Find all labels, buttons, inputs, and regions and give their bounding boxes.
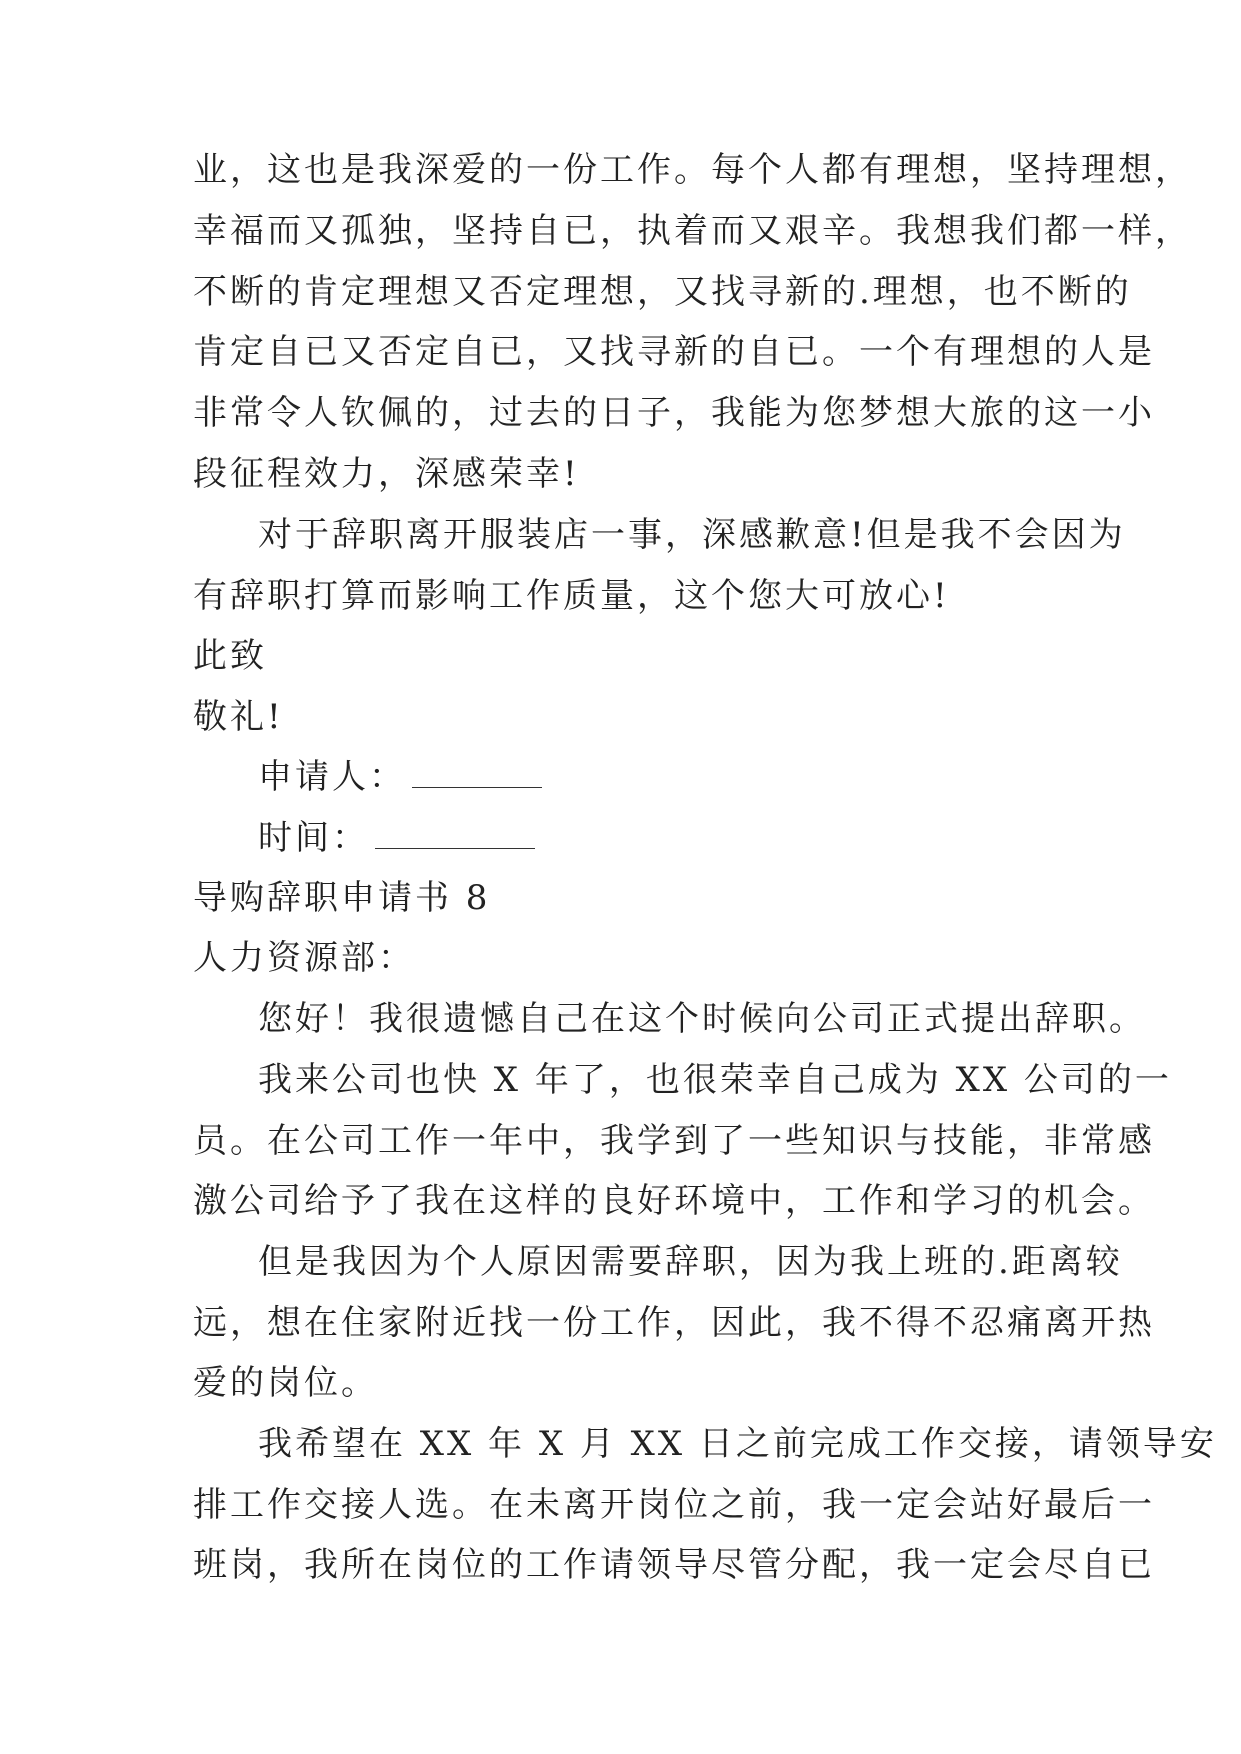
date-label: 时间： xyxy=(258,818,369,858)
paragraph-line: 但是我因为个人原因需要辞职，因为我上班的.距离较 xyxy=(258,1242,1123,1282)
paragraph-line: 非常令人钦佩的，过去的日子，我能为您梦想大旅的这一小 xyxy=(193,393,1155,433)
paragraph-line: 您好！我很遗憾自己在这个时候向公司正式提出辞职。 xyxy=(258,999,1146,1039)
paragraph-line: 激公司给予了我在这样的良好环境中，工作和学习的机会。 xyxy=(193,1181,1155,1221)
paragraph-line: 排工作交接人选。在未离开岗位之前，我一定会站好最后一 xyxy=(193,1485,1155,1525)
applicant-blank-line xyxy=(412,757,542,788)
paragraph-line: 肯定自已又否定自已，又找寻新的自已。一个有理想的人是 xyxy=(193,332,1155,372)
closing-regards: 敬礼! xyxy=(193,697,284,737)
paragraph-line: 对于辞职离开服装店一事，深感歉意!但是我不会因为 xyxy=(258,515,1126,555)
paragraph-line: 班岗，我所在岗位的工作请领导尽管分配，我一定会尽自已 xyxy=(193,1545,1155,1585)
date-blank-line xyxy=(375,818,535,849)
date-field xyxy=(258,818,535,858)
paragraph-line: 不断的肯定理想又否定理想，又找寻新的.理想，也不断的 xyxy=(193,272,1132,312)
paragraph-line: 业，这也是我深爱的一份工作。每个人都有理想，坚持理想， xyxy=(193,150,1192,190)
recipient: 人力资源部： xyxy=(193,938,415,978)
section-title: 导购辞职申请书 8 xyxy=(193,878,491,918)
applicant-label: 申请人： xyxy=(258,757,406,797)
paragraph-line: 幸福而又孤独，坚持自已，执着而又艰辛。我想我们都一样， xyxy=(193,211,1192,251)
paragraph-line: 员。在公司工作一年中，我学到了一些知识与技能，非常感 xyxy=(193,1121,1155,1161)
paragraph-line: 爱的岗位。 xyxy=(193,1363,378,1403)
paragraph-line: 我希望在 XX 年 X 月 XX 日之前完成工作交接，请领导安 xyxy=(258,1424,1217,1464)
applicant-field xyxy=(258,757,542,797)
closing-salutation: 此致 xyxy=(193,636,267,676)
paragraph-line: 我来公司也快 X 年了，也很荣幸自己成为 XX 公司的一 xyxy=(258,1060,1172,1100)
paragraph-line: 段征程效力，深感荣幸! xyxy=(193,454,580,494)
paragraph-line: 有辞职打算而影响工作质量，这个您大可放心! xyxy=(193,576,950,616)
paragraph-line: 远，想在住家附近找一份工作，因此，我不得不忍痛离开热 xyxy=(193,1303,1155,1343)
